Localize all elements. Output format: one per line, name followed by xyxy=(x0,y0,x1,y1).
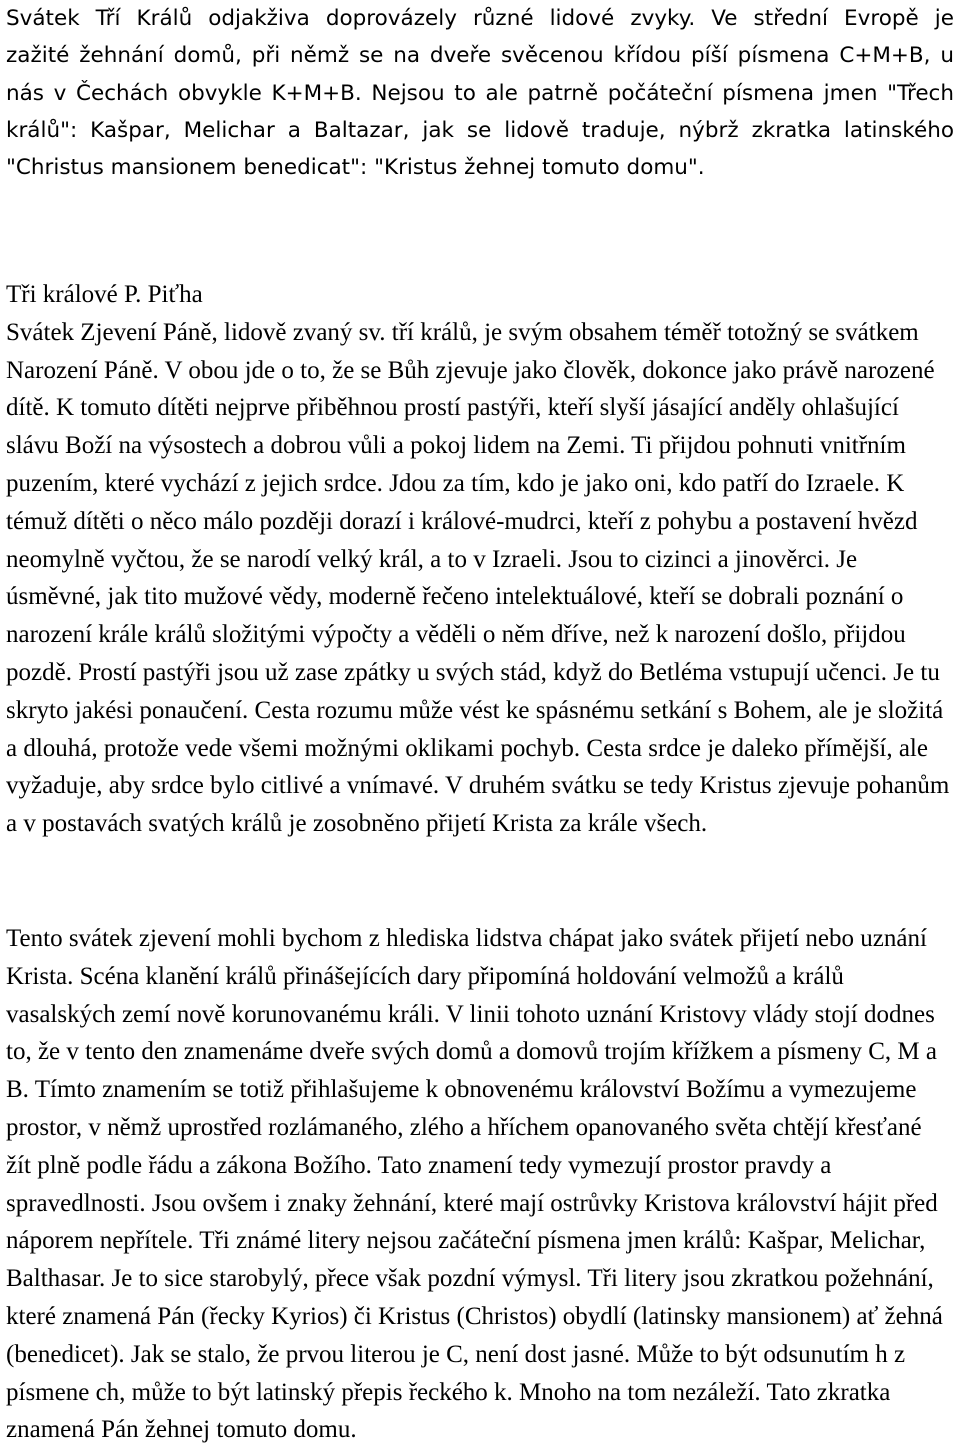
article-paragraph-2-line: vasalských zemí nově korunovanému králi. V linii tohoto uznání Kristovy vlády stojí dodnes xyxy=(6,1000,935,1028)
article-paragraph-2-line: (benedicet). Jak se stalo, že prvou literou je C, není dost jasné. Může to být odsunutím h z xyxy=(6,1340,906,1368)
intro-paragraph-line: Svátek Tří Králů odjakživa doprovázely různé lidové zvyky. Ve střední Evropě je xyxy=(6,6,954,31)
article-paragraph-1-line: a v postavách svatých králů je zosobněno přijetí Krista za krále všech. xyxy=(6,810,708,838)
intro-paragraph-line: zažité žehnání domů, při němž se na dveře svěcenou křídou píší písmena C+M+B, u xyxy=(6,43,954,69)
article-paragraph-1-line: slávu Boží na výsostech a dobrou vůli a pokoj lidem na Zemi. Ti přijdou pohnuti vnitřním xyxy=(6,432,906,460)
article-paragraph-1-line: skryto jakési ponaučení. Cesta rozumu může vést ke spásnému setkání s Bohem, ale je složitá xyxy=(6,696,944,724)
intro-paragraph xyxy=(6,0,954,186)
article-paragraph-2-line: znamená Pán žehnej tomuto domu. xyxy=(6,1416,357,1444)
intro-paragraph-line: králů": Kašpar, Melichar a Baltazar, jak se lidově traduje, nýbrž zkratka latinského xyxy=(6,117,954,143)
article-paragraph-1 xyxy=(6,314,954,843)
article-paragraph-2-line: Balthasar. Je to sice starobylý, přece však pozdní výmysl. Tři litery jsou zkratkou požehnání, xyxy=(6,1265,934,1293)
article-paragraph-2-line: které znamená Pán (řecky Kyrios) či Kristus (Christos) obydlí (latinsky mansionem) ať žehná xyxy=(6,1302,943,1330)
article-paragraph-2-line: Tento svátek zjevení mohli bychom z hlediska lidstva chápat jako svátek přijetí nebo uznání xyxy=(6,924,927,952)
article-paragraph-1-line: vyžaduje, aby srdce bylo citlivé a vnímavé. V druhém svátku se tedy Kristus zjevuje pohanům xyxy=(6,772,950,800)
article-paragraph-1-line: témuž dítěti o něco málo později dorazí i králové-mudrci, kteří z pohybu a postavení hvězd xyxy=(6,507,918,535)
article-paragraph-1-line: a dlouhá, protože vede všemi možnými oklikami pochyb. Cesta srdce je daleko přímější, ale xyxy=(6,734,928,762)
intro-paragraph-line: nás v Čechách obvykle K+M+B. Nejsou to ale patrně počáteční písmena jmen "Třech xyxy=(6,80,954,106)
article-paragraph-2-line: spravedlnosti. Jsou ovšem i znaky žehnání, které mají ostrůvky Kristova království hájit před xyxy=(6,1189,938,1217)
article-paragraph-1-line: neomylně vyčtou, že se narodí velký král, a to v Izraeli. Jsou to cizinci a jinověrci. Je xyxy=(6,545,858,573)
article-paragraph-1-line: dítě. K tomuto dítěti nejprve přiběhnou prostí pastýři, kteří slyší jásající anděly ohlašující xyxy=(6,394,899,422)
article-paragraph-2-line: písmene ch, může to být latinský přepis řeckého k. Mnoho na tom nezáleží. Tato zkratka xyxy=(6,1378,891,1406)
article-paragraph-2 xyxy=(6,920,954,1449)
article-paragraph-1-line: pozdě. Prostí pastýři jsou už zase zpátky u svých stád, když do Betléma vstupují učenci. Je tu xyxy=(6,658,940,686)
article-paragraph-1-line: Narození Páně. V obou jde o to, že se Bůh zjevuje jako člověk, dokonce jako právě narozené xyxy=(6,356,935,384)
article-paragraph-2-line: to, že v tento den znamenáme dveře svých domů a domovů trojím křížkem a písmeny C, M a xyxy=(6,1038,938,1066)
article-paragraph-2-line: žít plně podle řádu a zákona Božího. Tato znamení tedy vymezují prostor pravdy a xyxy=(6,1151,832,1179)
article-title-line: Tři králové P. Piťha xyxy=(6,281,203,308)
article-paragraph-1-line: narození krále králů složitými výpočty a věděli o něm dříve, než k narození došlo, přijdou xyxy=(6,621,906,649)
article-paragraph-1-line: Svátek Zjevení Páně, lidově zvaný sv. tří králů, je svým obsahem téměř totožný se svátkem xyxy=(6,318,919,346)
intro-paragraph-line: "Christus mansionem benedicat": "Kristus žehnej tomuto domu". xyxy=(6,155,705,180)
article-paragraph-1-line: úsměvné, jak tito mužové vědy, moderně řečeno intelektuálové, kteří se dobrali poznání o xyxy=(6,583,904,611)
article xyxy=(6,276,954,1449)
article-paragraph-1-line: puzením, které vychází z jejich srdce. Jdou za tím, kdo je jako oni, kdo patří do Izraele. K xyxy=(6,469,905,497)
article-paragraph-2-line: prostor, v němž uprostřed rozlámaného, zlého a hříchem opanovaného světa chtějí křesťané xyxy=(6,1113,922,1141)
article-paragraph-2-line: náporem nepřítele. Tři známé litery nejsou začáteční písmena jmen králů: Kašpar, Melichar, xyxy=(6,1227,926,1255)
article-paragraph-2-line: B. Tímto znamením se totiž přihlašujeme k obnovenému království Božímu a vymezujeme xyxy=(6,1076,917,1104)
article-paragraph-2-line: Krista. Scéna klanění králů přinášejících dary připomíná holdování velmožů a králů xyxy=(6,962,844,990)
